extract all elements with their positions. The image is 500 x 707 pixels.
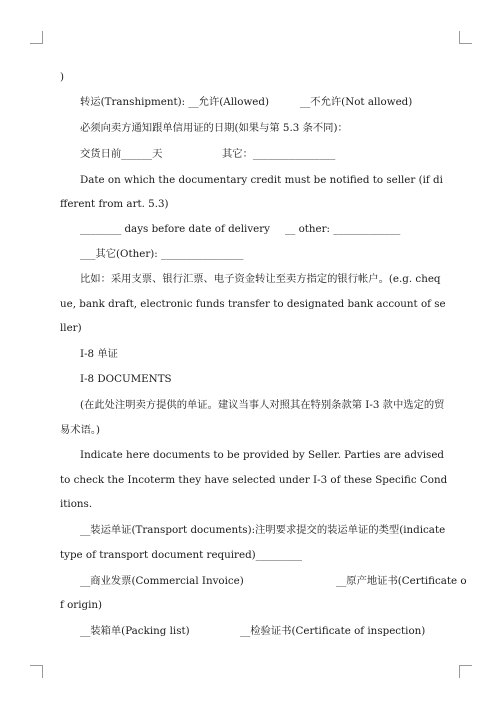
text-line: 比如：采用支票、银行汇票、电子资金转让至卖方指定的银行帐户。(e.g. cheq (80, 273, 441, 285)
packing-list-item: __装箱单(Packing list) (80, 625, 190, 637)
crop-mark-bottom-left (30, 665, 43, 678)
days-before-delivery-en: ________ days before date of delivery (80, 223, 270, 235)
other-en: __ other: _____________ (285, 223, 401, 235)
text-line: (在此处注明卖方提供的单证。建议当事人对照其在特别条款第 I-3 款中选定的贸 (80, 399, 445, 411)
certificate-of-origin-item: __原产地证书(Certificate o (336, 575, 467, 587)
crop-mark-top-right (459, 31, 472, 44)
transhipment-allowed: 转运(Transhipment): __允许(Allowed) (80, 96, 270, 108)
other-line: ___其它(Other): ________________ (80, 248, 244, 260)
days-before-delivery-zh: 交货日前______天 (80, 148, 163, 160)
crop-mark-bottom-right (459, 665, 472, 678)
text-line: 必须向卖方通知跟单信用证的日期(如果与第 5.3 条不同)： (80, 122, 348, 134)
text-line: type of transport document required)_________ (60, 549, 303, 561)
text-line: ) (60, 71, 65, 83)
section-heading-zh: I-8 单证 (80, 348, 118, 360)
crop-mark-top-left (30, 31, 43, 44)
transport-documents-line: __装运单证(Transport documents):注明要求提交的装运单证的类型(indicate (80, 524, 446, 536)
text-line: fferent from art. 5.3) (60, 198, 169, 210)
text-line: to check the Incoterm they have selected under I-3 of these Specific Cond (60, 474, 448, 486)
delivery-days-line (80, 147, 336, 161)
packing-inspection-line (80, 624, 426, 638)
delivery-days-en-line (80, 222, 401, 236)
text-line: Date on which the documentary credit must be notified to seller (if di (80, 174, 443, 186)
text-line: f origin) (60, 599, 103, 611)
certificate-of-inspection-item: __检验证书(Certificate of inspection) (240, 625, 426, 637)
text-line: 易术语。) (60, 424, 101, 436)
other-zh: 其它：________________ (222, 148, 336, 160)
text-line: ue, bank draft, electronic funds transfer to designated bank account of se (60, 298, 446, 310)
commercial-invoice-item: __商业发票(Commercial Invoice) (80, 575, 244, 587)
text-line: itions. (60, 498, 93, 510)
invoice-origin-line (80, 574, 467, 588)
transhipment-not-allowed: __不允许(Not allowed) (300, 96, 413, 108)
transhipment-line (80, 95, 413, 109)
section-heading-en: I-8 DOCUMENTS (80, 373, 172, 385)
text-line: ller) (60, 322, 82, 334)
text-line: Indicate here documents to be provided by Seller. Parties are advised (80, 449, 445, 461)
